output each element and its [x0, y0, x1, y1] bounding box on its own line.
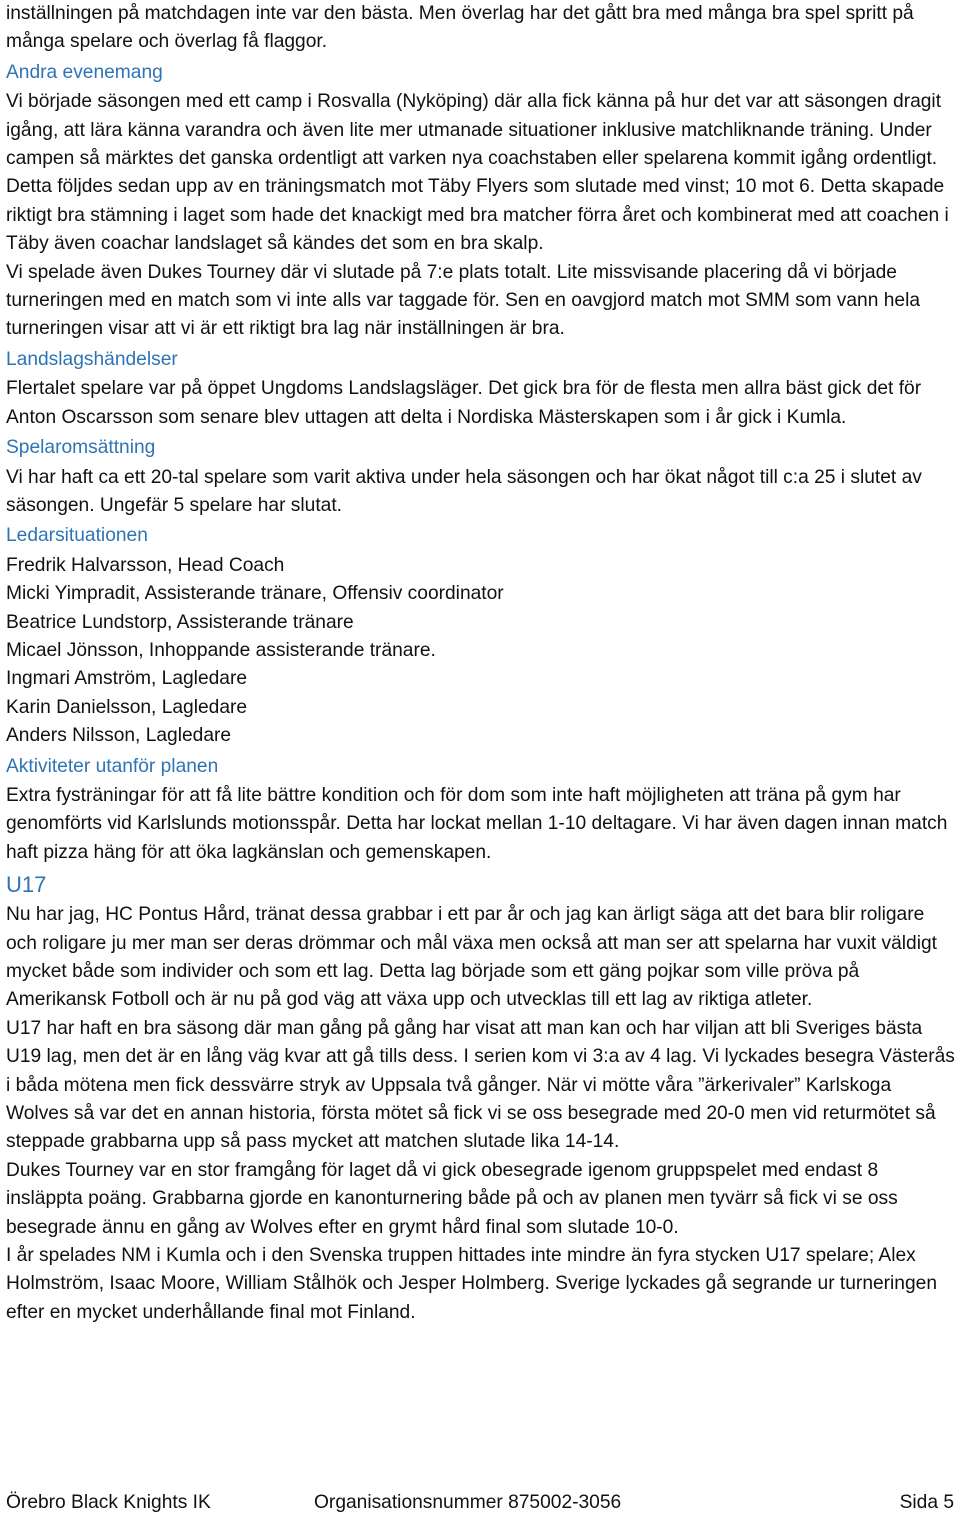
section-paragraph: Nu har jag, HC Pontus Hård, tränat dessa grabbar i ett par år och jag kan ärligt säga att det bara blir roligare och roligare ju mer man ser deras drömmar och mål växa men också att man ser att spelarna har vuxit väldigt mycket både som individer och som ett lag. Detta lag började som ett gäng pojkar som ville pröva på Amerikansk Fotboll och är nu på god väg att växa upp och utvecklas till ett lag av riktiga atleter.: [6, 904, 937, 1011]
section-paragraph: Detta följdes sedan upp av en träningsmatch mot Täby Flyers som slutade med vinst; 10 mot 6. Detta skapade riktigt bra stämning i laget som hade det knackigt med bra matcher förra året och kombinerat med att coachen i Täby även coachar landslaget så kändes det som en bra skalp.: [6, 176, 949, 255]
section-heading-andra-evenemang: Andra evenemang: [6, 61, 163, 83]
section-paragraph: Flertalet spelare var på öppet Ungdoms Landslagsläger. Det gick bra för de flesta men allra bäst gick det för Anton Oscarsson som senare blev uttagen att delta i Nordiska Mästerskapen som i år gick i Kumla.: [6, 378, 922, 428]
section-paragraph: Extra fysträningar för att få lite bättre kondition och för dom som inte haft möjligheten att träna på gym har genomförts vid Karlslunds motionsspår. Detta har lockat mellan 1-10 deltagare. Vi har även dagen innan match haft pizza häng för att öka lagkänslan och gemenskapen.: [6, 784, 948, 863]
leader-line: Micki Yimpradit, Assisterande tränare, Offensiv coordinator: [6, 583, 504, 605]
footer-organization: Örebro Black Knights IK: [6, 1492, 211, 1513]
section-heading-ledarsituationen: Ledarsituationen: [6, 525, 148, 547]
leader-line: Ingmari Amström, Lagledare: [6, 668, 248, 690]
leader-line: Beatrice Lundstorp, Assisterande tränare: [6, 611, 354, 633]
leader-line: Micael Jönsson, Inhoppande assisterande tränare.: [6, 639, 436, 661]
intro-paragraph: inställningen på matchdagen inte var den bästa. Men överlag har det gått bra med många bra spel spritt på många spelare och överlag få flaggor.: [6, 3, 914, 53]
section-paragraph: Vi spelade även Dukes Tourney där vi slutade på 7:e plats totalt. Lite missvisande placering då vi började turneringen med en match som vi inte alls var taggade för. Sen en oavgjord match mot SMM som vann hela turneringen visar att vi är ett riktigt bra lag när inställningen är bra.: [6, 261, 921, 340]
section-heading-u17: U17: [6, 872, 47, 898]
section-heading-aktiviteter: Aktiviteter utanför planen: [6, 755, 219, 777]
section-heading-landslagshandelser: Landslagshändelser: [6, 348, 178, 370]
section-paragraph: Dukes Tourney var en stor framgång för laget då vi gick obesegrade igenom gruppspelet med endast 8 insläppta poäng. Grabbarna gjorde en kanonturnering både på och av planen men tyvärr så fick vi se oss besegrade ännu en gång av Wolves efter en grymt hård final som slutade 10-0.: [6, 1159, 898, 1238]
section-paragraph: Vi började säsongen med ett camp i Rosvalla (Nyköping) där alla fick känna på hur det var att säsongen dragit igång, att lära känna varandra och även lite mer utmanade situationer inklusive matchliknande träning. Under campen så märktes det ganska ordentligt att varken nya coachstaben eller spelarena kommit igång ordentligt.: [6, 91, 942, 170]
footer-page-number: Sida 5: [899, 1492, 954, 1513]
footer-org-number: Organisationsnummer 875002-3056: [314, 1492, 622, 1513]
section-paragraph: I år spelades NM i Kumla och i den Svenska truppen hittades inte mindre än fyra stycken U17 spelare; Alex Holmström, Isaac Moore, William Stålhök och Jesper Holmberg. Sverige lyckades gå segrande ur turneringen efter en mycket underhållande final mot Finland.: [6, 1245, 937, 1323]
leader-line: Anders Nilsson, Lagledare: [6, 725, 232, 747]
section-heading-spelaromsattning: Spelaromsättning: [6, 437, 156, 459]
section-paragraph: Vi har haft ca ett 20-tal spelare som varit aktiva under hela säsongen och har ökat något till c:a 25 i slutet av säsongen. Ungefär 5 spelare har slutat.: [6, 466, 922, 516]
leader-line: Karin Danielsson, Lagledare: [6, 696, 248, 718]
document-page: [6, 0, 956, 1327]
section-paragraph: U17 har haft en bra säsong där man gång på gång har visat att man kan och har viljan att bli Sveriges bästa U19 lag, men det är en lång väg kvar att gå tills dess. I serien kom vi 3:a av 4 lag. Vi lyckades besegra Västerås i båda mötena men fick dessvärre stryk av Uppsala två gånger. När vi mötte våra ”ärkerivaler” Karlskoga Wolves så var det en annan historia, första mötet så fick vi se oss besegrade med 20-0 men vid returmötet så steppade grabbarna upp så pass mycket att matchen slutade lika 14-14.: [6, 1017, 955, 1153]
leader-line: Fredrik Halvarsson, Head Coach: [6, 554, 285, 576]
